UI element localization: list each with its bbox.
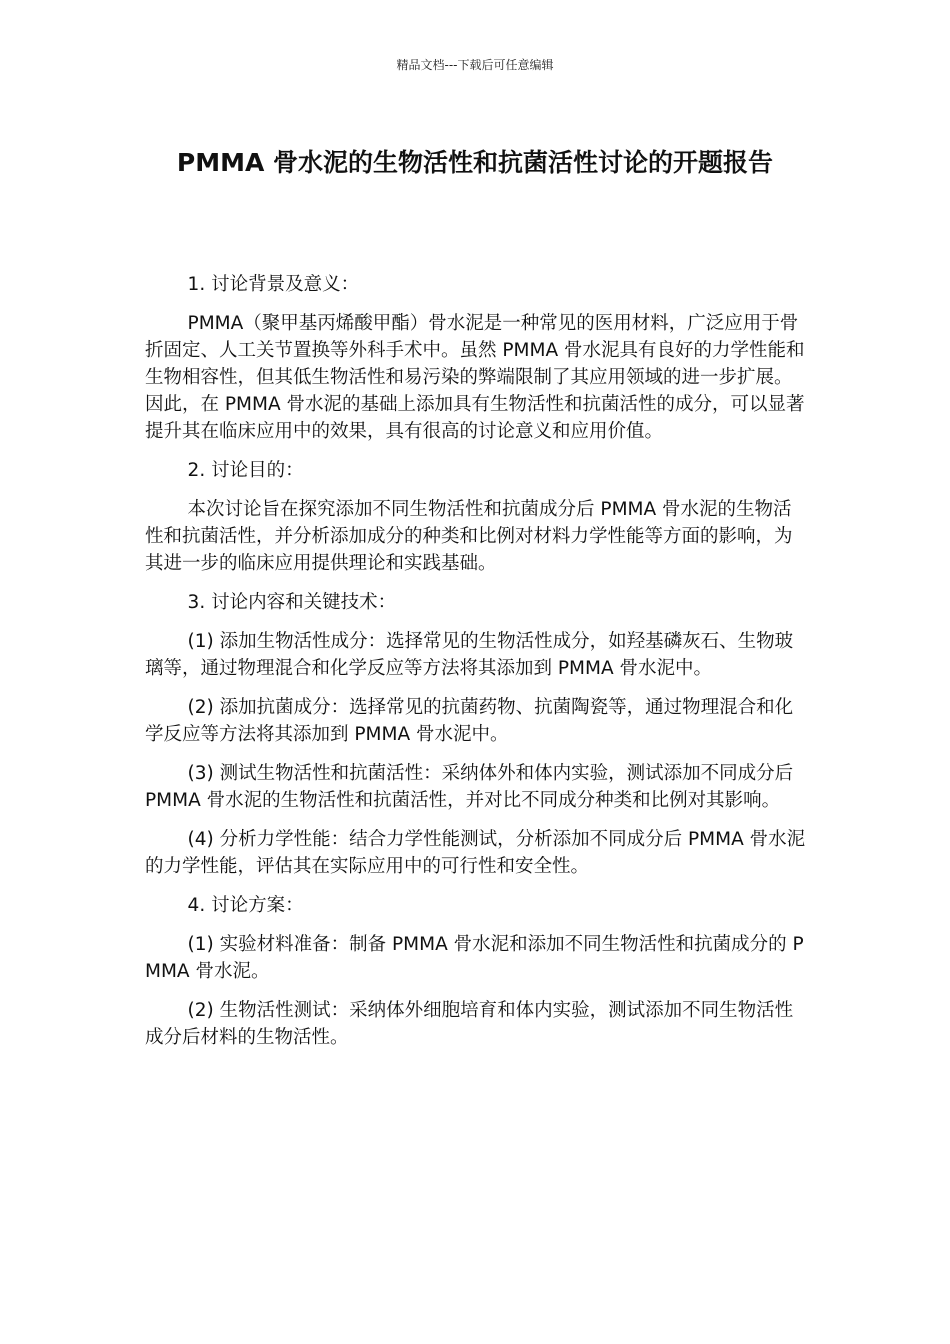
page-header: 精品文档---下载后可任意编辑	[396, 58, 554, 72]
list-item-materials: (1) 实验材料准备：制备 PMMA 骨水泥和添加不同生物活性和抗菌成分的 PMMA 骨水泥。	[145, 934, 804, 982]
section-heading-content: 3. 讨论内容和关键技术：	[187, 592, 397, 613]
list-item-bioactivity-test: (2) 生物活性测试：采纳体外细胞培育和体内实验，测试添加不同生物活性成分后材料的生物活性。	[145, 1000, 794, 1048]
paragraph-purpose: 本次讨论旨在探究添加不同生物活性和抗菌成分后 PMMA 骨水泥的生物活性和抗菌活性，并分析添加成分的种类和比例对材料力学性能等方面的影响，为其进一步的临床应用提供理论和实践基础。	[145, 499, 793, 574]
paragraph-background: PMMA（聚甲基丙烯酸甲酯）骨水泥是一种常见的医用材料，广泛应用于骨折固定、人工关节置换等外科手术中。虽然 PMMA 骨水泥具有良好的力学性能和生物相容性，但其低生物活性和易污染的弊端限制了其应用领域的进一步扩展。因此，在 PMMA 骨水泥的基础上添加具有生物活性和抗菌活性的成分，可以显著提升其在临床应用中的效果，具有很高的讨论意义和应用价值。	[145, 313, 805, 442]
section-heading-purpose: 2. 讨论目的：	[187, 460, 304, 481]
document-body	[145, 271, 807, 1063]
list-item-testing: (3) 测试生物活性和抗菌活性：采纳体外和体内实验，测试添加不同成分后 PMMA 骨水泥的生物活性和抗菌活性，并对比不同成分种类和比例对其影响。	[145, 763, 794, 811]
list-item-mechanics: (4) 分析力学性能：结合力学性能测试，分析添加不同成分后 PMMA 骨水泥的力学性能，评估其在实际应用中的可行性和安全性。	[145, 829, 806, 877]
list-item-antibacterial: (2) 添加抗菌成分：选择常见的抗菌药物、抗菌陶瓷等，通过物理混合和化学反应等方法将其添加到 PMMA 骨水泥中。	[145, 697, 794, 745]
section-heading-background: 1. 讨论背景及意义：	[187, 274, 360, 295]
section-heading-plan: 4. 讨论方案：	[187, 895, 304, 916]
document-title: PMMA 骨水泥的生物活性和抗菌活性讨论的开题报告	[176, 148, 774, 177]
list-item-bioactive: (1) 添加生物活性成分：选择常见的生物活性成分，如羟基磷灰石、生物玻璃等，通过物理混合和化学反应等方法将其添加到 PMMA 骨水泥中。	[145, 631, 794, 679]
